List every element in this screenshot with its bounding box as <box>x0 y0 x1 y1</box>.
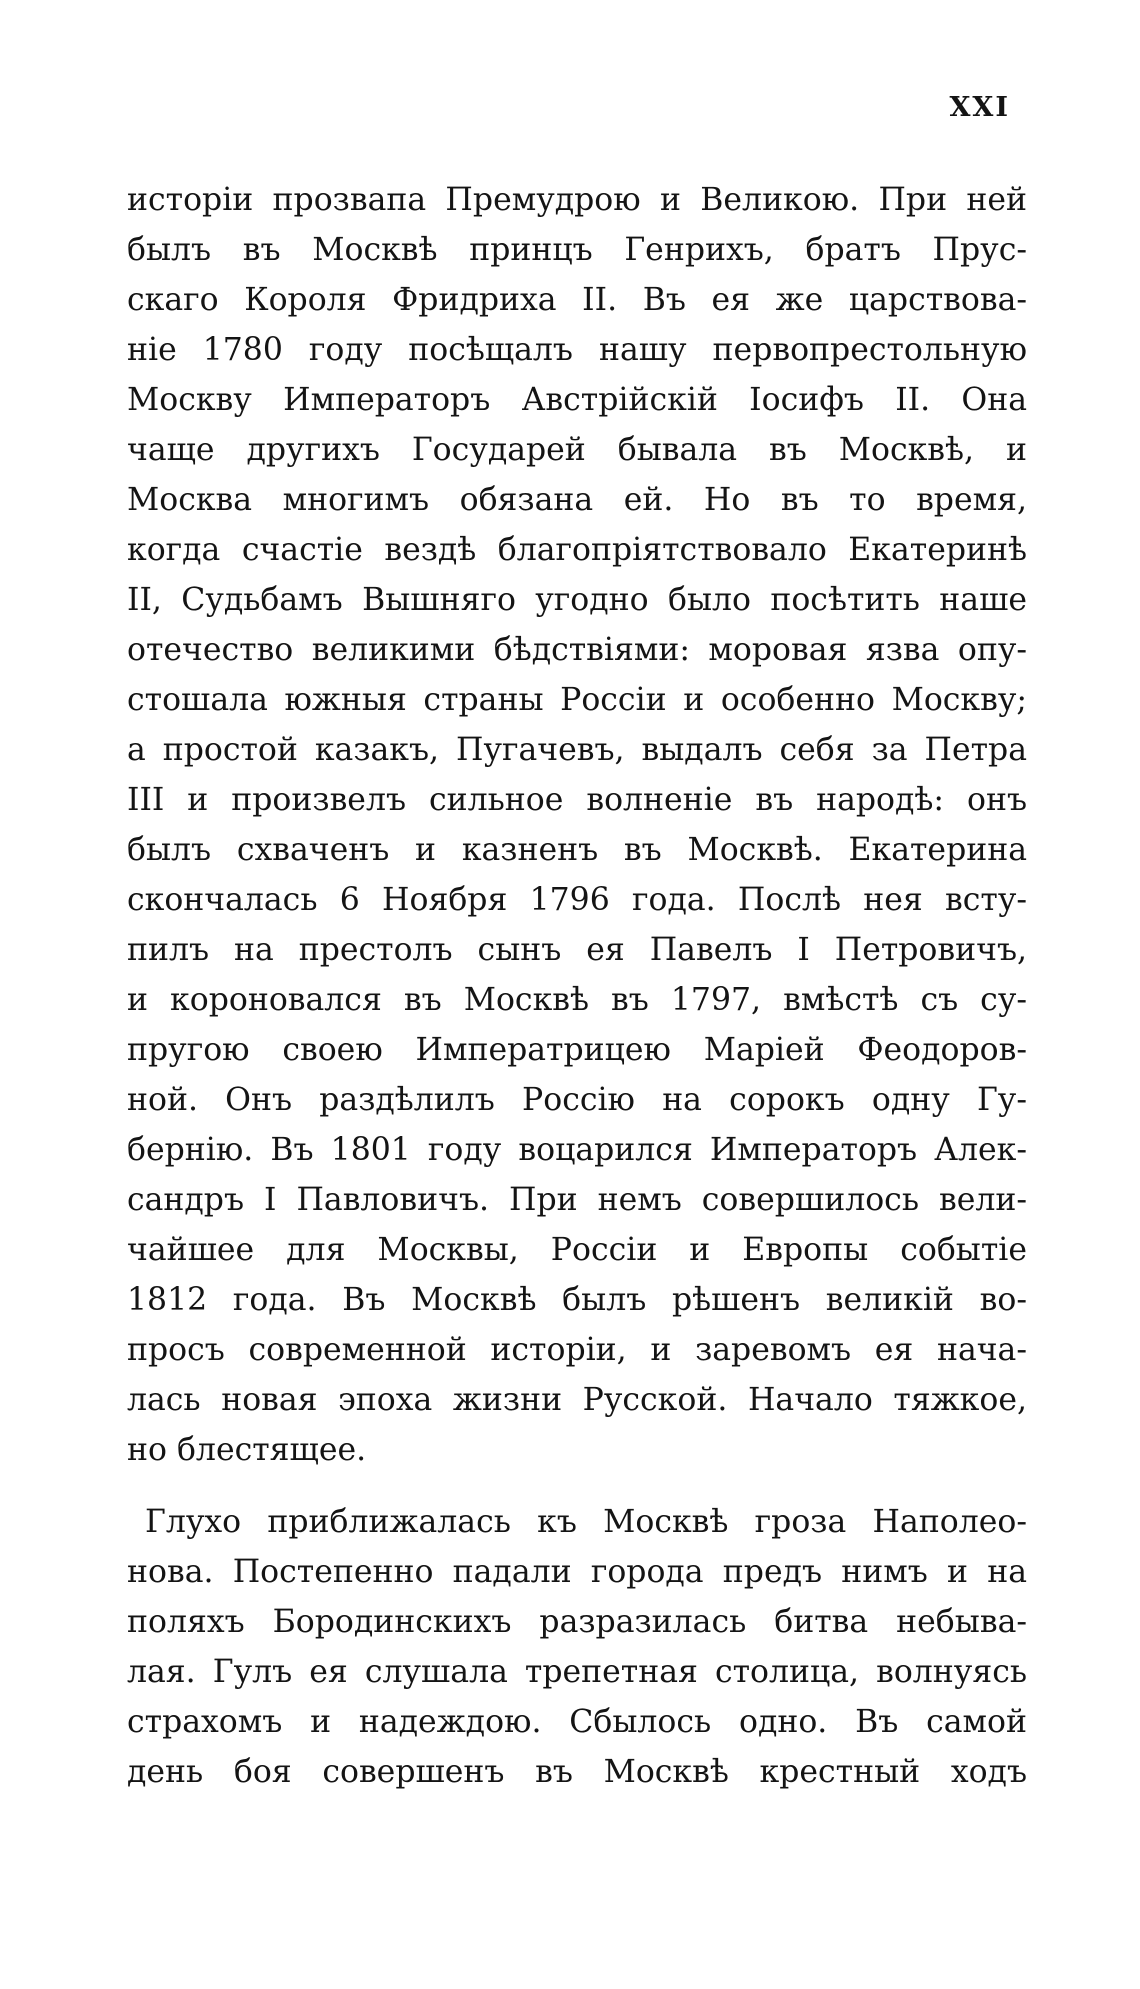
text-line: но блестящее. <box>127 1432 367 1468</box>
paragraph <box>127 175 1027 1475</box>
text-line: страхомъ и надеждою. Сбылось одно. Въ самой <box>127 1704 1027 1740</box>
body-text <box>127 175 1027 1797</box>
text-line: чаще другихъ Государей бывала въ Москвѣ, и <box>127 432 1027 468</box>
text-line: сандръ I Павловичъ. При немъ совершилось вели- <box>127 1182 1027 1218</box>
text-line: отечество великими бѣдствіями: моровая язва опу- <box>127 632 1027 668</box>
text-line: лая. Гулъ ея слушала трепетная столица, волнуясь <box>127 1654 1027 1690</box>
text-line: былъ въ Москвѣ принцъ Генрихъ, братъ Прус- <box>127 232 1027 268</box>
text-line: 1812 года. Въ Москвѣ былъ рѣшенъ великій во- <box>127 1282 1027 1318</box>
text-line: а простой казакъ, Пугачевъ, выдалъ себя за Петра <box>127 732 1027 768</box>
text-line: Москву Императоръ Австрійскій Іосифъ II. Она <box>127 382 1027 418</box>
text-line: чайшее для Москвы, Россіи и Европы событіе <box>127 1232 1027 1268</box>
text-line: просъ современной исторіи, и заревомъ ея нача- <box>127 1332 1027 1368</box>
text-line: нова. Постепенно падали города предъ нимъ и на <box>127 1554 1027 1590</box>
text-line: стошала южныя страны Россіи и особенно Москву; <box>127 682 1027 718</box>
text-line: бернію. Въ 1801 году воцарился Императоръ Алек- <box>127 1132 1027 1168</box>
text-line: исторіи прозвапа Премудрою и Великою. При ней <box>127 182 1027 218</box>
text-line: пилъ на престолъ сынъ ея Павелъ I Петровичъ, <box>127 932 1027 968</box>
text-line: когда счастіе вездѣ благопріятствовало Екатеринѣ <box>127 532 1027 568</box>
paragraph <box>127 1497 1027 1797</box>
text-line: день боя совершенъ въ Москвѣ крестный ходъ <box>127 1754 1027 1790</box>
text-line: Москва многимъ обязана ей. Но въ то время, <box>127 482 1027 518</box>
text-line: скаго Короля Фридриха II. Въ ея же царствова- <box>127 282 1027 318</box>
text-line: ной. Онъ раздѣлилъ Россію на сорокъ одну Гу- <box>127 1082 1027 1118</box>
text-line: скончалась 6 Ноября 1796 года. Послѣ нея всту- <box>127 882 1027 918</box>
text-line: II, Судьбамъ Вышняго угодно было посѣтить наше <box>127 582 1027 618</box>
paragraph-gap <box>127 1475 1027 1497</box>
text-line: Глухо приближалась къ Москвѣ гроза Наполео- <box>145 1504 1027 1540</box>
page-number: XXI <box>949 92 1010 123</box>
text-line: ніе 1780 году посѣщалъ нашу первопрестольную <box>127 332 1027 368</box>
text-line: былъ схваченъ и казненъ въ Москвѣ. Екатерина <box>127 832 1027 868</box>
text-line: лась новая эпоха жизни Русской. Начало тяжкое, <box>127 1382 1027 1418</box>
text-line: пругою своею Императрицею Маріей Феодоров- <box>127 1032 1027 1068</box>
text-line: III и произвелъ сильное волненіе въ народѣ: онъ <box>127 782 1027 818</box>
text-line: и короновался въ Москвѣ въ 1797, вмѣстѣ съ су- <box>127 982 1027 1018</box>
text-line: поляхъ Бородинскихъ разразилась битва небыва- <box>127 1604 1027 1640</box>
